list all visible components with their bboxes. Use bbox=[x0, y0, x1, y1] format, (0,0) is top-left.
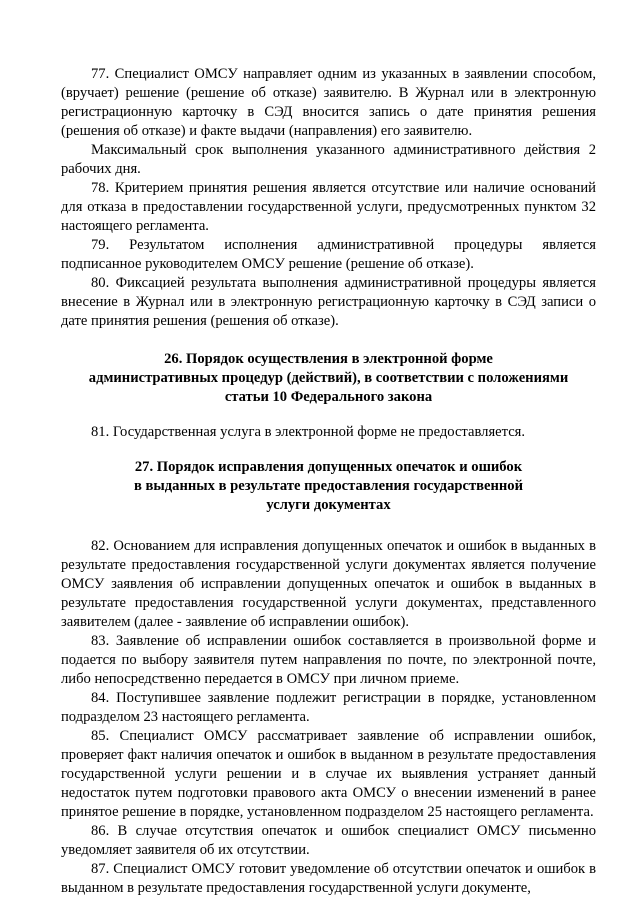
section-26-heading-line: статьи 10 Федерального закона bbox=[224, 389, 433, 405]
section-26-heading bbox=[61, 350, 596, 407]
paragraph-77: 77. Специалист ОМСУ направляет одним из указанных в заявлении способом, (вручает) решение (решение об отказе) заявителю. В Журнал или в электронную регистрационную карточку в СЭД вносится запись о дате принятия решения (решения об отказе) и факте выдачи (направления) его заявителю. bbox=[61, 66, 596, 139]
spacer bbox=[61, 331, 596, 350]
paragraph-max-term: Максимальный срок выполнения указанного административного действия 2 рабочих дня. bbox=[61, 142, 596, 177]
spacer bbox=[61, 515, 596, 537]
paragraph-81: 81. Государственная услуга в электронной форме не предоставляется. bbox=[91, 424, 526, 440]
section-27-heading-line: в выданных в результате предоставления государственной bbox=[133, 478, 524, 494]
document-body bbox=[61, 65, 596, 898]
section-26-heading-line: 26. Порядок осуществления в электронной форме bbox=[164, 351, 493, 367]
paragraph-82: 82. Основанием для исправления допущенных опечаток и ошибок в выданных в результате предоставления государственной услуги документах является получение ОМСУ заявления об исправлении допущенных опечаток и ошибок в выданных в результате предоставления государственной услуги документах, представленного заявителем (далее - заявление об исправлении ошибок). bbox=[61, 538, 596, 630]
spacer bbox=[61, 442, 596, 458]
paragraph-84: 84. Поступившее заявление подлежит регистрации в порядке, установленном подразделом 23 настоящего регламента. bbox=[61, 690, 596, 725]
spacer bbox=[61, 407, 596, 423]
paragraph-87: 87. Специалист ОМСУ готовит уведомление об отсутствии опечаток и ошибок в выданном в результате предоставления государственной услуги документе, bbox=[61, 861, 596, 896]
paragraph-80: 80. Фиксацией результата выполнения административной процедуры является внесение в Журнал или в электронную регистрационную карточку в СЭД записи о дате принятия решения (решения об отказе). bbox=[61, 275, 596, 329]
paragraph-83: 83. Заявление об исправлении ошибок составляется в произвольной форме и подается по выбору заявителя путем направления по почте, по электронной почте, либо непосредственно передается в ОМСУ при личном приеме. bbox=[61, 633, 596, 687]
section-27-heading bbox=[61, 458, 596, 515]
paragraph-79: 79. Результатом исполнения административной процедуры является подписанное руководителем ОМСУ решение (решение об отказе). bbox=[61, 237, 596, 272]
paragraph-78: 78. Критерием принятия решения является отсутствие или наличие оснований для отказа в предоставлении государственной услуги, предусмотренных пунктом 32 настоящего регламента. bbox=[61, 180, 596, 234]
paragraph-86: 86. В случае отсутствия опечаток и ошибок специалист ОМСУ письменно уведомляет заявителя об их отсутствии. bbox=[61, 823, 596, 858]
section-27-heading-line: 27. Порядок исправления допущенных опечаток и ошибок bbox=[134, 459, 523, 475]
paragraph-85: 85. Специалист ОМСУ рассматривает заявление об исправлении ошибок, проверяет факт наличия опечаток и ошибок в выданном в результате предоставления государственной услуги решении и в случае их выявления устраняет данный недостаток путем подготовки правового акта ОМСУ о внесении изменений в ранее принятое решение в порядке, установленном подразделом 25 настоящего регламента. bbox=[61, 728, 596, 820]
section-26-heading-line: административных процедур (действий), в соответствии с положениями bbox=[88, 370, 569, 386]
section-27-heading-line: услуги документах bbox=[266, 497, 391, 513]
